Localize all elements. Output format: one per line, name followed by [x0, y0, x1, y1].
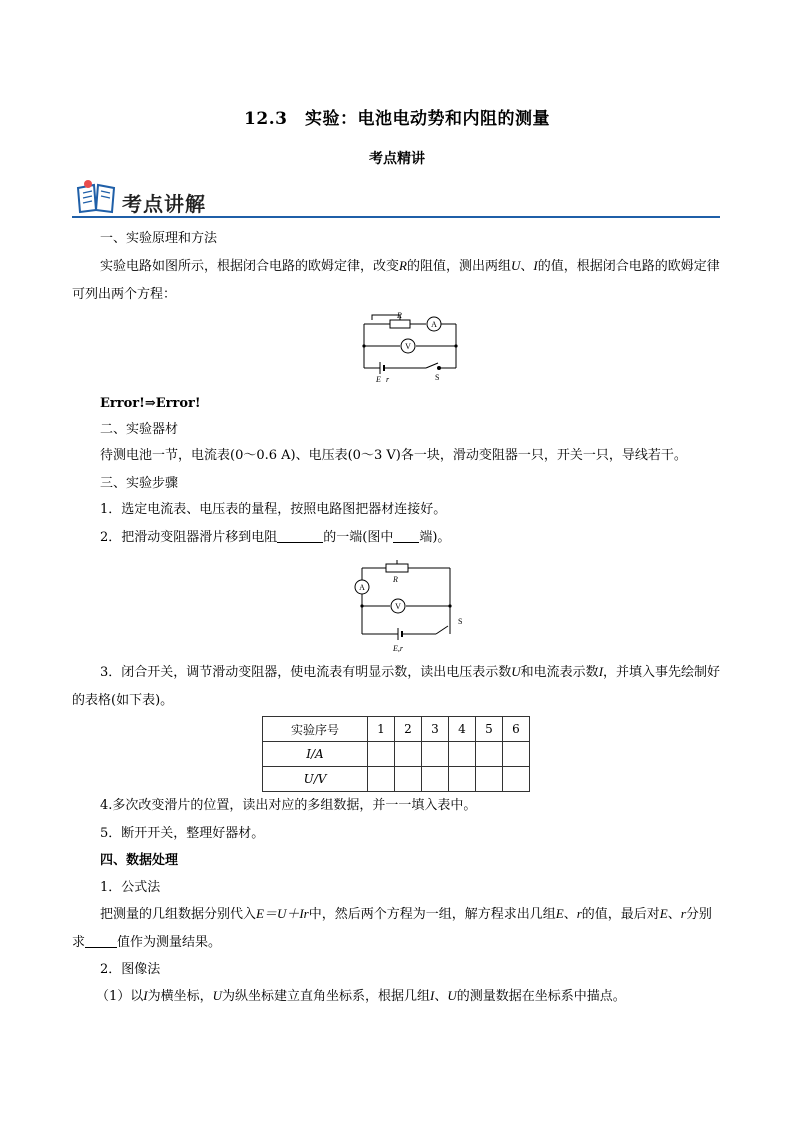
step1: 1．选定电流表、电压表的量程，按照电路图把器材连接好。 [100, 502, 447, 517]
blank-1[interactable] [277, 528, 323, 543]
c2-label-r: R [393, 575, 398, 584]
table-cell[interactable] [476, 767, 503, 792]
section2-paragraph: 待测电池一节，电流表(0～0.6 A)、电压表(0～3 V)各一块，滑动变阻器一只，开关一只，导线若干。 [100, 448, 687, 463]
step2: 2．把滑动变阻器滑片移到电阻 的一端(图中 端)。 [100, 530, 451, 545]
c1-label-s: S [435, 373, 440, 382]
table-cell[interactable] [368, 742, 395, 767]
row-label-voltage: U/V [263, 767, 368, 792]
c1-label-r: R [397, 311, 402, 320]
table-col: 4 [449, 717, 476, 742]
circuit-diagram-1 [350, 308, 470, 388]
table-row [263, 717, 530, 742]
c1-voltmeter: V [405, 342, 411, 351]
table-col: 3 [422, 717, 449, 742]
c1-label-internal-r: r [386, 375, 390, 384]
c2-ammeter: A [359, 583, 365, 592]
c1-label-e: E [376, 375, 381, 384]
error-line: Error!⇒Error! [100, 396, 201, 411]
table-col: 1 [368, 717, 395, 742]
table-cell[interactable] [395, 742, 422, 767]
table-cell[interactable] [422, 742, 449, 767]
c1-ammeter: A [431, 320, 437, 329]
c2-label-er: E,r [393, 644, 403, 653]
table-col: 6 [503, 717, 530, 742]
section2-heading: 二、实验器材 [100, 422, 179, 437]
formula-paragraph: 把测量的几组数据分别代入E＝U＋Ir中，然后两个方程为一组，解方程求出几组E、r的值，最后对E、r分别求 值作为测量结果。 [72, 906, 712, 950]
graph-method-step1: （1）以I为横坐标，U为纵坐标建立直角坐标系，根据几组I、U的测量数据在坐标系中描点。 [96, 988, 626, 1004]
step3: 3．闭合开关，调节滑动变阻器，使电流表有明显示数，读出电压表示数U和电流表示数I，并填入事先绘制好的表格(如下表)。 [72, 664, 721, 708]
c2-voltmeter: V [395, 602, 401, 611]
circuit-diagram-2 [348, 560, 478, 654]
section3-heading: 三、实验步骤 [100, 476, 179, 491]
table-cell[interactable] [503, 742, 530, 767]
banner-label: 考点讲解 [122, 192, 206, 216]
blank-3[interactable] [85, 933, 117, 948]
section4-sub2: 2．图像法 [100, 962, 161, 977]
c2-label-s: S [458, 617, 463, 626]
table-cell[interactable] [449, 742, 476, 767]
table-header: 实验序号 [263, 717, 368, 742]
section-banner [72, 180, 720, 220]
table-cell[interactable] [395, 767, 422, 792]
page-title: 12.3 实验：电池电动势和内阻的测量 [244, 109, 550, 129]
step4: 4.多次改变滑片的位置，读出对应的多组数据，并一一填入表中。 [100, 798, 477, 813]
data-table [262, 716, 530, 792]
section4-heading: 四、数据处理 [100, 853, 179, 868]
table-cell[interactable] [476, 742, 503, 767]
table-row [263, 767, 530, 792]
open-book-icon [74, 180, 118, 216]
banner-divider [72, 216, 720, 218]
page-subtitle: 考点精讲 [369, 151, 425, 167]
table-col: 2 [395, 717, 422, 742]
table-row [263, 742, 530, 767]
table-cell[interactable] [449, 767, 476, 792]
blank-2[interactable] [393, 528, 419, 543]
section4-sub1: 1．公式法 [100, 880, 161, 895]
table-cell[interactable] [368, 767, 395, 792]
row-label-current: I/A [263, 742, 368, 767]
table-col: 5 [476, 717, 503, 742]
section1-paragraph: 实验电路如图所示，根据闭合电路的欧姆定律，改变R的阻值，测出两组U、I的值，根据闭合电路的欧姆定律可列出两个方程： [72, 258, 720, 302]
section1-heading: 一、实验原理和方法 [100, 231, 218, 246]
table-cell[interactable] [422, 767, 449, 792]
table-cell[interactable] [503, 767, 530, 792]
step5: 5．断开开关，整理好器材。 [100, 826, 265, 841]
